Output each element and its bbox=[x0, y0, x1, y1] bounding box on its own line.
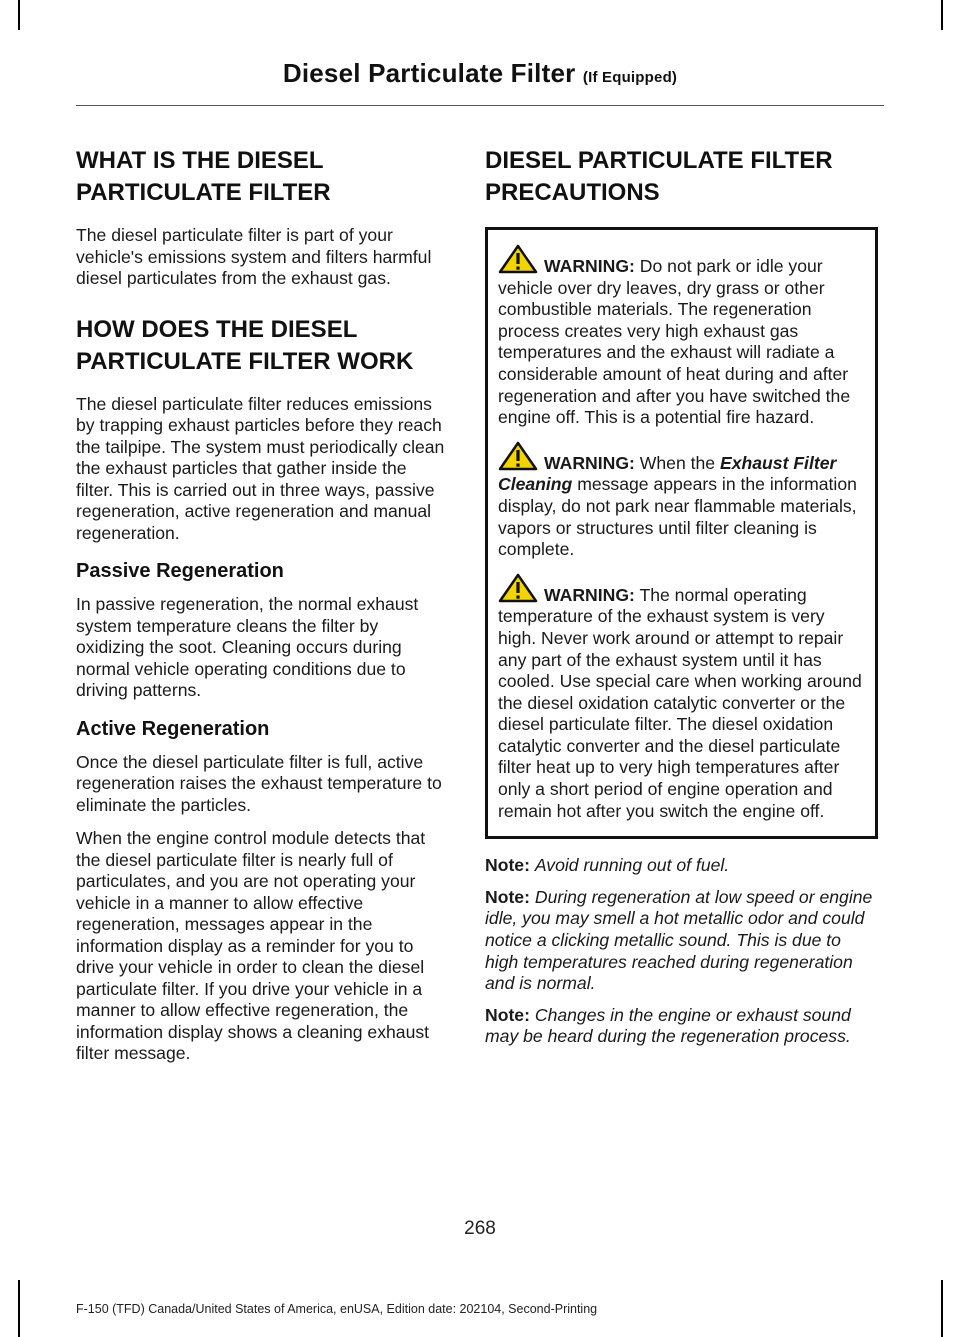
paragraph-active-2: When the engine control module detects that the diesel particulate filter is nearly full of particulates, and you are not operating your vehicle in a manner to allow effective regeneration, messages appear in the information display as a reminder for you to drive your vehicle in order to clean the diesel particulate filter. If you drive your vehicle in a manner to allow effective regeneration, the information display shows a cleaning exhaust filter message. bbox=[76, 828, 430, 1063]
heading-active-regeneration: Active Regeneration bbox=[76, 717, 270, 740]
crop-mark-top-right bbox=[941, 0, 943, 30]
note-label: Note: bbox=[485, 855, 530, 876]
footer-edition: F-150 (TFD) Canada/United States of America, enUSA, Edition date: 202104, Second-Printing bbox=[76, 1302, 598, 1316]
heading-passive-regeneration: Passive Regeneration bbox=[76, 560, 284, 582]
note-2: Note: During regeneration at low speed or engine idle, you may smell a hot metallic odor and could notice a clicking metallic sound. This is due to high temperatures reached during regeneration and is normal. bbox=[485, 886, 873, 994]
note-1: Note: Avoid running out of fuel. bbox=[485, 855, 730, 876]
crop-mark-top-left bbox=[18, 0, 20, 30]
warning-label: WARNING: bbox=[544, 452, 635, 473]
warning-3: WARNING: The normal operating temperature of the exhaust system is very high. Never work around or attempt to repair any part of the exhaust system until it has cooled. Use special care when working around the diesel oxidation catalytic converter or the diesel particulate filter. The diesel oxidation catalytic converter and the diesel particulate filter heat up to very high temperatures after only a short period of engine operation and remain hot after you switch the engine off. bbox=[498, 573, 867, 823]
warning-box bbox=[485, 227, 878, 839]
header-title: Diesel Particulate Filter bbox=[282, 58, 576, 88]
heading-precautions: DIESEL PARTICULATE FILTER PRECAUTIONS bbox=[485, 147, 833, 206]
right-column bbox=[485, 145, 878, 1058]
warning-1: WARNING: Do not park or idle your vehicle over dry leaves, dry grass or other combustible materials. The regeneration process creates very high exhaust gas temperatures and the exhaust will radiate a considerable amount of heat during and after regeneration and after you have switched the engine off. This is a potential fire hazard. bbox=[498, 244, 867, 429]
crop-mark-bottom-right bbox=[941, 1280, 943, 1337]
warning-label: WARNING: bbox=[544, 584, 635, 605]
warning-triangle-icon bbox=[498, 573, 538, 603]
warning-label: WARNING: bbox=[544, 256, 635, 276]
header-subtitle: (If Equipped) bbox=[582, 69, 678, 86]
warning-2: WARNING: When the Exhaust Filter Cleaning message appears in the information display, do not park near flammable materials, vapors or structures until filter cleaning is complete. bbox=[498, 441, 867, 561]
crop-mark-bottom-left bbox=[18, 1280, 20, 1337]
page-number: 268 bbox=[464, 1218, 496, 1239]
warning-triangle-icon bbox=[498, 441, 538, 471]
left-column bbox=[76, 145, 448, 1077]
paragraph-how-does: The diesel particulate filter reduces emissions by trapping exhaust particles before they reach the tailpipe. The system must periodically clean the exhaust particles that gather inside the filter. This is carried out in three ways, passive regeneration, active regeneration and manual regeneration. bbox=[76, 393, 445, 543]
page-header bbox=[0, 58, 960, 89]
heading-what-is: WHAT IS THE DIESEL PARTICULATE FILTER bbox=[76, 147, 331, 206]
warning-triangle-icon bbox=[498, 244, 538, 274]
paragraph-passive: In passive regeneration, the normal exhaust system temperature cleans the filter by oxidizing the soot. Cleaning occurs during normal vehicle operating conditions due to driving patterns. bbox=[76, 594, 419, 700]
note-label: Note: bbox=[485, 1004, 530, 1025]
paragraph-what-is: The diesel particulate filter is part of your vehicle's emissions system and filters harmful diesel particulates from the exhaust gas. bbox=[76, 225, 432, 288]
exhaust-filter-cleaning-message: Exhaust Filter Cleaning bbox=[498, 452, 837, 495]
paragraph-active-1: Once the diesel particulate filter is full, active regeneration raises the exhaust temperature to eliminate the particles. bbox=[76, 751, 442, 815]
note-3: Note: Changes in the engine or exhaust sound may be heard during the regeneration process. bbox=[485, 1004, 851, 1047]
header-divider bbox=[76, 105, 884, 106]
note-label: Note: bbox=[485, 886, 530, 907]
heading-how-does: HOW DOES THE DIESEL PARTICULATE FILTER WORK bbox=[76, 315, 414, 375]
